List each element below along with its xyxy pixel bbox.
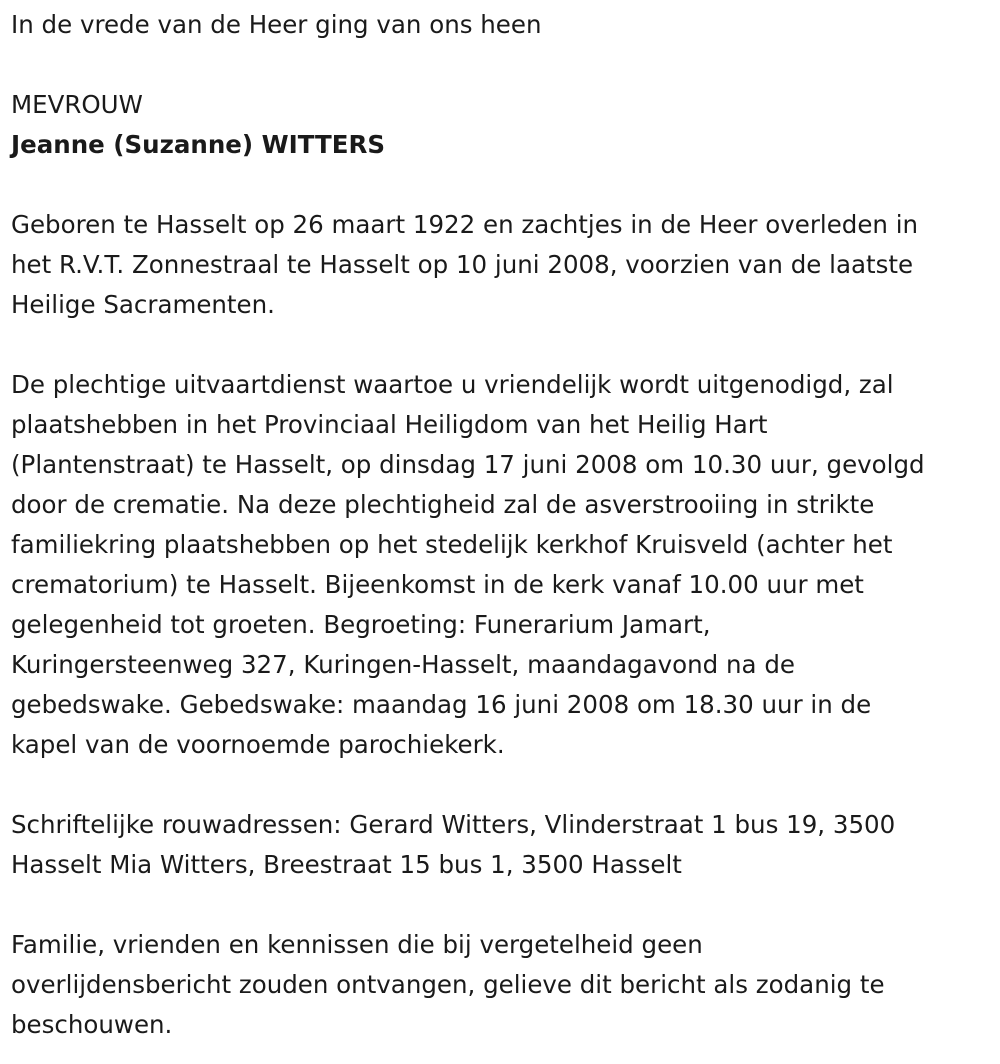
spacer xyxy=(11,885,992,925)
paragraph-line: overlijdensbericht zouden ontvangen, gelieve dit bericht als zodanig te xyxy=(11,970,885,999)
paragraph-line: Geboren te Hasselt op 26 maart 1922 en zachtjes in de Heer overleden in xyxy=(11,210,919,239)
title-text: MEVROUW xyxy=(11,90,143,119)
paragraph-line: Schriftelijke rouwadressen: Gerard Witters, Vlinderstraat 1 bus 19, 3500 xyxy=(11,810,896,839)
paragraph-line: familiekring plaatshebben op het stedelijk kerkhof Kruisveld (achter het xyxy=(11,530,893,559)
paragraph-line: gebedswake. Gebedswake: maandag 16 juni 2008 om 18.30 uur in de xyxy=(11,690,872,719)
paragraph-line: De plechtige uitvaartdienst waartoe u vriendelijk wordt uitgenodigd, zal xyxy=(11,370,894,399)
birth-paragraph xyxy=(11,205,992,325)
deceased-name: Jeanne (Suzanne) WITTERS xyxy=(11,130,385,159)
intro-text: In de vrede van de Heer ging van ons heen xyxy=(11,10,542,39)
notice-paragraph xyxy=(11,925,992,1045)
paragraph-line: Familie, vrienden en kennissen die bij vergetelheid geen xyxy=(11,930,703,959)
paragraph-line: Hasselt Mia Witters, Breestraat 15 bus 1, 3500 Hasselt xyxy=(11,850,682,879)
paragraph-line: door de crematie. Na deze plechtigheid zal de asverstrooiing in strikte xyxy=(11,490,875,519)
paragraph-line: plaatshebben in het Provinciaal Heiligdom van het Heilig Hart xyxy=(11,410,768,439)
spacer xyxy=(11,765,992,805)
paragraph-line: kapel van de voornoemde parochiekerk. xyxy=(11,730,505,759)
spacer xyxy=(11,45,992,85)
addresses-paragraph xyxy=(11,805,992,885)
service-paragraph xyxy=(11,365,992,765)
spacer xyxy=(11,325,992,365)
paragraph-line: Kuringersteenweg 327, Kuringen-Hasselt, maandagavond na de xyxy=(11,650,795,679)
paragraph-line: Heilige Sacramenten. xyxy=(11,290,275,319)
paragraph-line: crematorium) te Hasselt. Bijeenkomst in de kerk vanaf 10.00 uur met xyxy=(11,570,864,599)
paragraph-line: gelegenheid tot groeten. Begroeting: Funerarium Jamart, xyxy=(11,610,711,639)
paragraph-line: beschouwen. xyxy=(11,1010,173,1039)
paragraph-line: (Plantenstraat) te Hasselt, op dinsdag 17 juni 2008 om 10.30 uur, gevolgd xyxy=(11,450,925,479)
paragraph-line: het R.V.T. Zonnestraal te Hasselt op 10 juni 2008, voorzien van de laatste xyxy=(11,250,914,279)
spacer xyxy=(11,165,992,205)
